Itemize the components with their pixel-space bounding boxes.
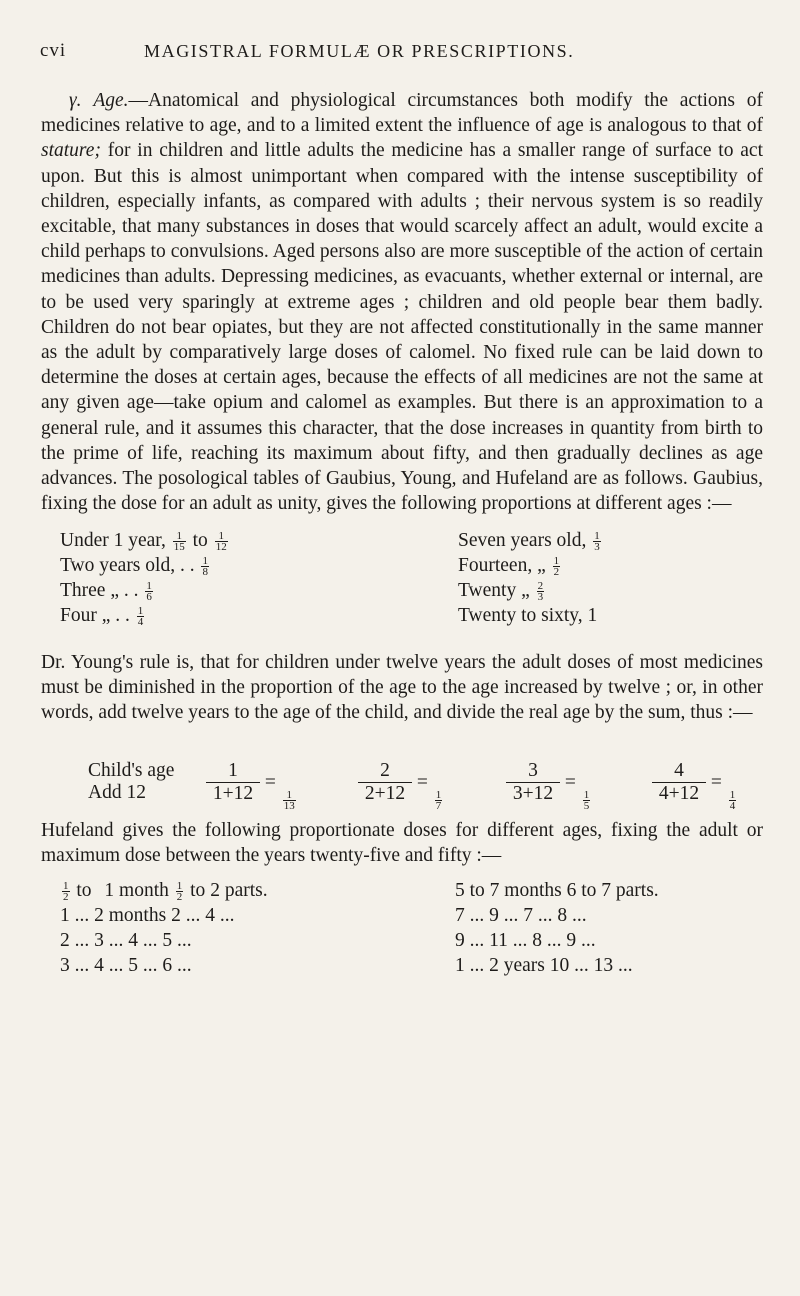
- young-item: $\frac{4}{4+12}$ = $\frac{1}{4}$: [652, 760, 738, 805]
- add-12-label: Add 12: [88, 782, 146, 803]
- paragraph-text-a: —Anatomical and physiological circumstances both modify the actions of medicines relative to age, and to a limited extent the influence of age is analogous to that of: [41, 90, 763, 137]
- hufeland-row: $\frac{1}{2}$ to 1 month $\frac{1}{2}$ to 2 parts.: [63, 880, 268, 904]
- gaubius-row: Twenty „ $\frac{2}{3}$: [458, 580, 544, 604]
- hufeland-row: 1 ... 2 years 10 ... 13 ...: [455, 955, 633, 976]
- gaubius-row: Under 1 year, $\frac{1}{15}$ to $\frac{1}{12}$: [60, 530, 227, 554]
- young-item: $\frac{2}{2+12}$ = $\frac{1}{7}$: [358, 760, 444, 805]
- young-item: $\frac{3}{3+12}$ = $\frac{1}{5}$: [506, 760, 592, 805]
- fraction: $\frac{1}{3}$: [594, 530, 600, 554]
- young-formula: [88, 760, 768, 813]
- fraction: $\frac{1}{2}$: [176, 880, 183, 904]
- fraction: $\frac{1}{8}$: [202, 555, 208, 579]
- gaubius-row: Two years old, . . $\frac{1}{8}$: [60, 555, 208, 579]
- young-paragraph: Dr. Young's rule is, that for children under twelve years the adult doses of most medicines must be diminished in the proportion of the age to the age increased by twelve ; or, in other words, add twelve years to the age of the child, and divide the real age by the sum, thus :—: [41, 652, 763, 724]
- hufeland-row: 9 ... 11 ... 8 ... 9 ...: [455, 930, 596, 951]
- age-section: [41, 88, 763, 516]
- fraction: $\frac{1}{4}$: [137, 605, 144, 629]
- gaubius-row: Fourteen, „ $\frac{1}{2}$: [458, 555, 560, 579]
- page-number: cvi: [40, 40, 67, 61]
- gaubius-table: [60, 530, 780, 640]
- fraction: $\frac{1}{12}$: [215, 530, 227, 554]
- child-age-label: Child's age: [88, 760, 175, 781]
- fraction: $\frac{2}{3}$: [537, 580, 544, 604]
- fraction: $\frac{1}{2}$: [553, 555, 560, 579]
- paragraph-text-b: for in children and little adults the medicine has a smaller range of surface to act upon. But this is almost unimportant when compared with the intense susceptibility of children, especially infants, as compared with adults ; their nervous system is so readily excitable, that many substances in doses that would scarcely affect an adult, would excite a child perhaps to convulsions. Aged persons also are more susceptible of the action of certain medicines than adults. Depressing medicines, as evacuants, whether external or internal, are to be used very sparingly at extreme ages ; children and old people bear them badly. Children do not bear opiates, but they are not affected constitutionally in the same manner as the adult by comparatively large doses of calomel. No fixed rule can be laid down to determine the doses at certain ages, because the effects of all medicines are not the same at any given age—take opium and calomel as examples. But there is an approximation to a general rule, and it assumes this character, that the dose increases in quantity from birth to the prime of life, reaching its maximum about fifty, and then gradually declines as age advances. The posological tables of Gaubius, Young, and Hufeland are as follows. Gaubius, fixing the dose for an adult as unity, gives the following proportions at different ages :—: [41, 140, 763, 515]
- running-title: MAGISTRAL FORMULÆ OR PRESCRIPTIONS.: [144, 41, 575, 61]
- gaubius-row: Seven years old, $\frac{1}{3}$: [458, 530, 600, 554]
- section-label: γ.: [69, 90, 82, 111]
- gaubius-row: Twenty to sixty, 1: [458, 605, 598, 626]
- hufeland-paragraph: Hufeland gives the following proportionate doses for different ages, fixing the adult or maximum dose between the years twenty-five and fifty :—: [41, 820, 763, 867]
- fraction: $\frac{1}{15}$: [173, 530, 185, 554]
- hufeland-row: 3 ... 4 ... 5 ... 6 ...: [60, 955, 192, 976]
- hufeland-row: 7 ... 9 ... 7 ... 8 ...: [455, 905, 587, 926]
- page-header: [40, 40, 780, 70]
- hufeland-row: 2 ... 3 ... 4 ... 5 ...: [60, 930, 192, 951]
- section-heading: Age.: [93, 90, 129, 111]
- gaubius-row: Four „ . . $\frac{1}{4}$: [60, 605, 144, 629]
- gaubius-label: Under 1 year,: [60, 530, 166, 551]
- hufeland-row: 1 ... 2 months 2 ... 4 ...: [60, 905, 235, 926]
- gaubius-row: Three „ . . $\frac{1}{6}$: [60, 580, 152, 604]
- age-paragraph: [41, 88, 763, 516]
- hufeland-table: [60, 880, 780, 990]
- hufeland-row: 5 to 7 months 6 to 7 parts.: [455, 880, 659, 901]
- fraction: $\frac{1}{2}$: [63, 880, 69, 904]
- young-item: $\frac{1}{1+12}$ = $\frac{1}{13}$: [206, 760, 298, 805]
- fraction: $\frac{1}{6}$: [146, 580, 152, 604]
- emphasized-term: stature;: [41, 140, 101, 162]
